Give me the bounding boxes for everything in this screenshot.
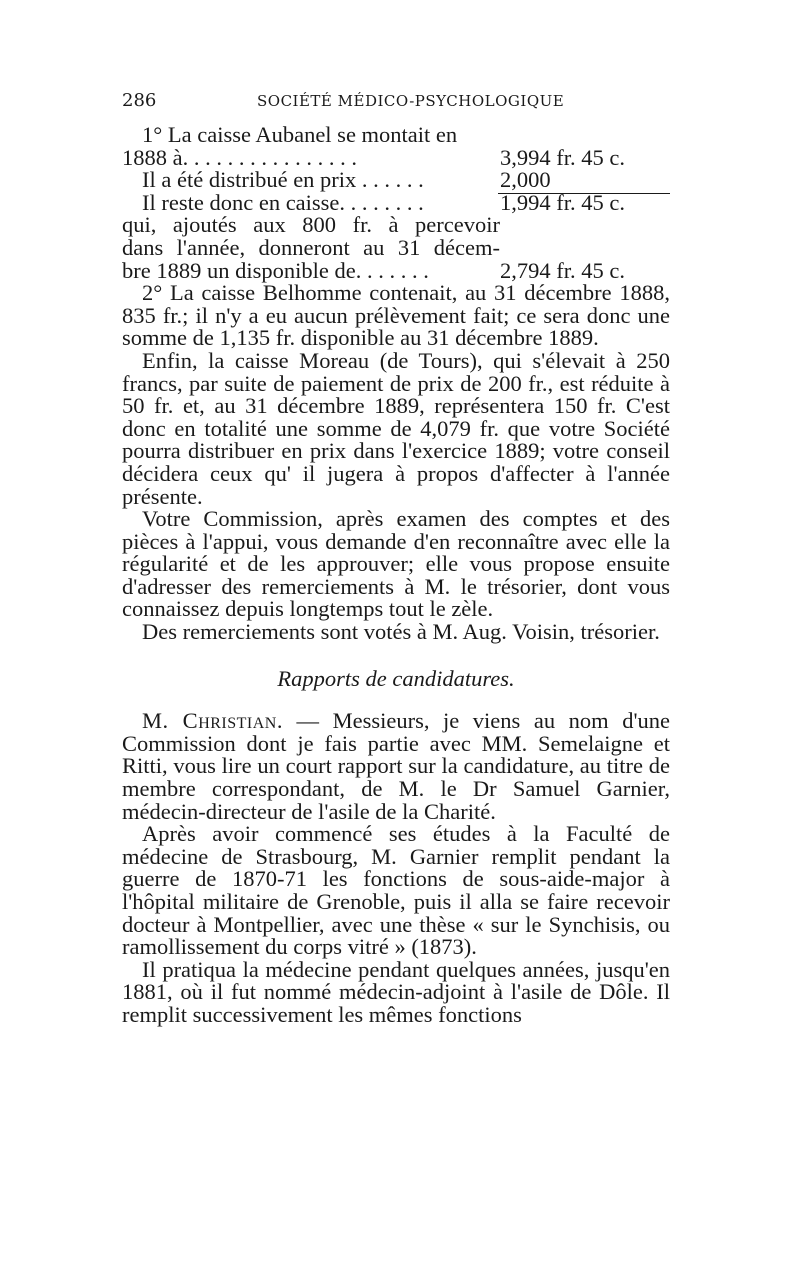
account-continuation-1 [122,214,670,237]
account-continuation-text: dans l'année, donneront au 31 décem- [122,234,500,260]
paragraph-commission: Votre Commission, après examen des comptes et des pièces à l'appui, vous demande d'en reconnaître avec elle la régularité et de les approuver; elle vous propose ensuite d'adresser des remerciements à M. le trésorier, dont vous connaissez depuis longtemps tout le zèle. [122,506,670,622]
page-body [122,124,670,1027]
account-row-1888 [122,144,670,170]
paragraph-votes: Des remerciements sont votés à M. Aug. Voisin, trésorier. [142,619,660,645]
section-heading: Rapports de candidatures. [277,665,515,691]
paragraph-moreau: Enfin, la caisse Moreau (de Tours), qui s'élevait à 250 francs, par suite de paiement de prix de 200 fr., est réduite à 50 fr. et, au 31 décembre 1889, représentera 150 fr. C'est donc en totalité une somme de 4,079 fr. que votre Société pourra distribuer en prix dans l'exercice 1889; votre conseil décidera ceux qu' il jugera à propos d'affecter à l'année présente. [122,347,670,509]
account-label: 1888 à. . . . . . . . . . . . . . . . [122,144,357,170]
account-label: bre 1889 un disponible de. . . . . . . [122,257,429,283]
account-row-distributed [122,169,670,192]
speech-text: — Messieurs, je viens au nom d'une Commission dont je fais partie avec MM. Semelaigne et Ritti, vous lire un court rapport sur la candidature, au titre de membre correspondant, de M. le Dr Samuel Garnier, médecin-directeur de l'asile de la Charité. [122,708,670,824]
running-title: SOCIÉTÉ MÉDICO-PSYCHOLOGIQUE [257,92,565,110]
account-intro-text: 1° La caisse Aubanel se montait en [142,122,458,147]
page-header [122,88,670,114]
page-number: 286 [122,90,157,111]
account-row-remaining [122,189,670,215]
account-amount: 2,794 fr. 45 c. [500,257,625,283]
account-label: Il reste donc en caisse. . . . . . . . [142,189,424,215]
paragraph-belhomme: 2° La caisse Belhomme contenait, au 31 décembre 1888, 835 fr.; il n'y a eu aucun prélèvement fait; ce sera donc une somme de 1,135 fr. disponible au 31 décembre 1889. [122,280,670,351]
account-continuation-text: qui, ajoutés aux 800 fr. à percevoir [122,212,500,238]
account-row-disponible [122,257,670,283]
paragraph-etudes: Après avoir commencé ses études à la Faculté de médecine de Strasbourg, M. Garnier remplit pendant la guerre de 1870-71 les fonctions de sous-aide-major à l'hôpital militaire de Grenoble, puis il alla se faire recevoir docteur à Montpellier, avec une thèse « sur le Synchisis, ou ramollissement du corps vitré » (1873). [122,821,670,960]
account-amount: 3,994 fr. 45 c. [500,144,625,170]
account-intro-line [122,124,670,147]
paragraph-christian [122,710,670,823]
paragraph-pratique: Il pratiqua la médecine pendant quelques années, jusqu'en 1881, où il fut nommé médecin-adjoint à l'asile de Dôle. Il remplit successivement les mêmes fonctions [122,956,670,1027]
speaker-name: M. Christian. [142,708,283,734]
account-amount: 1,994 fr. 45 c. [500,189,625,215]
account-amount: 2,000 [500,167,551,193]
account-continuation-2 [122,234,670,260]
account-label: Il a été distribué en prix . . . . . . [142,167,424,193]
